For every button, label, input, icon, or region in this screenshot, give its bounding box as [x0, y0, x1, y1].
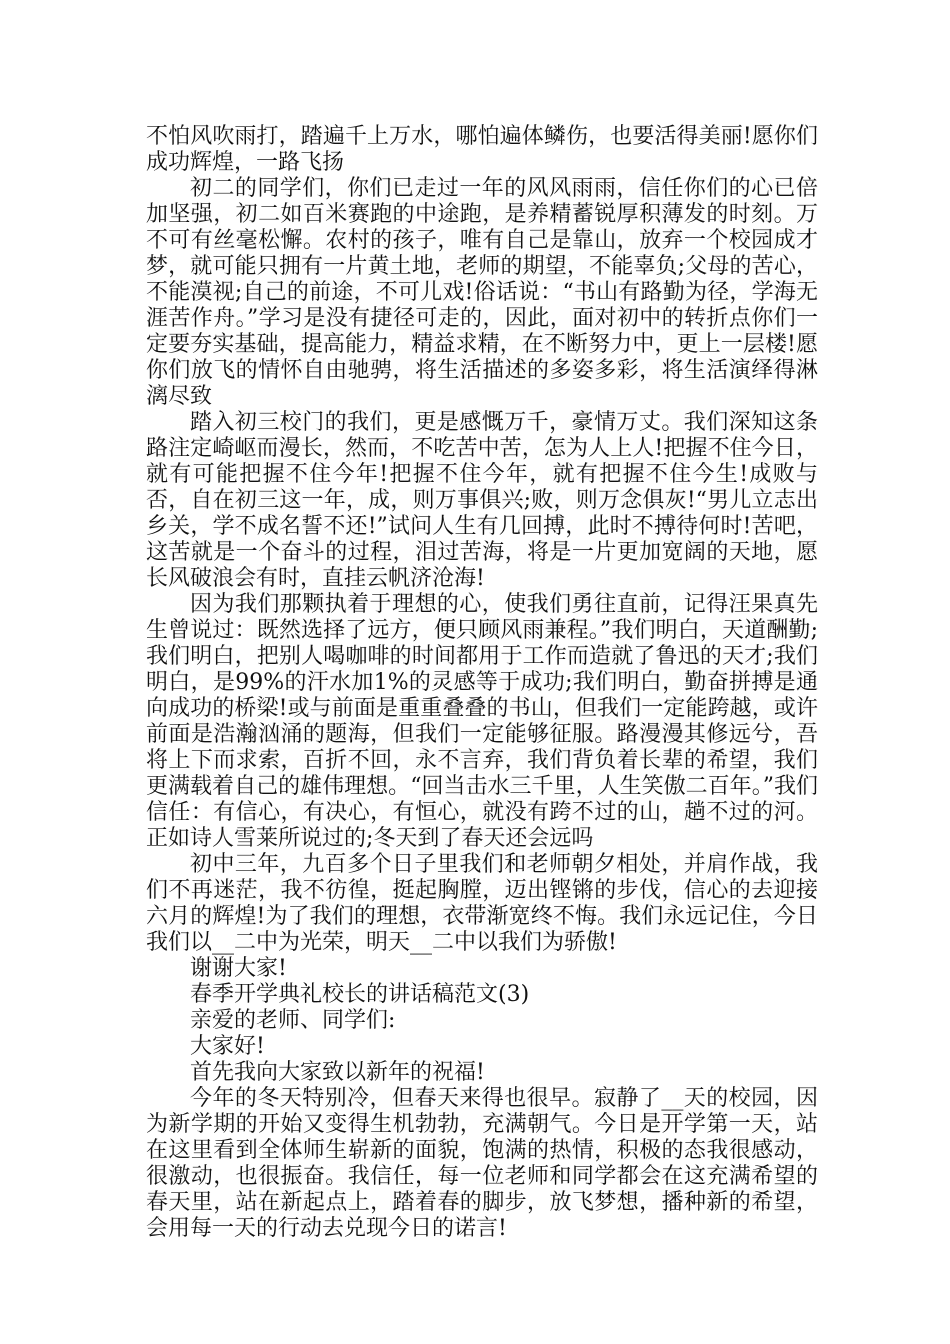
- paragraph-3: 踏入初三校门的我们，更是感慨万千，豪情万丈。我们深知这条路注定崎岖而漫长，然而，不吃苦中苦，怎为人上人!把握不住今日，就有可能把握不住今年!把握不住今年，就有把握不住今生!成败与否，自在初三这一年，成，则万事俱兴;败，则万念俱灰!“男儿立志出乡关，学不成名誓不还!”试问人生有几回搏，此时不搏待何时!苦吧，这苦就是一个奋斗的过程，泪过苦海，将是一片更加宽阔的天地，愿长风破浪会有时，直挂云帆济沧海!: [146, 410, 818, 591]
- section-title: 春季开学典礼校长的讲话稿范文(3): [190, 982, 530, 1007]
- new-year-wish: 首先我向大家致以新年的祝福!: [190, 1060, 485, 1085]
- paragraph-5: 初中三年，九百多个日子里我们和老师朝夕相处，并肩作战，我们不再迷茫，我不彷徨，挺起胸膛，迈出铿锵的步伐，信心的去迎接六月的辉煌!为了我们的理想，衣带渐宽终不悔。我们永远记住，今日我们以__二中为光荣，明天__二中以我们为骄傲!: [146, 852, 818, 955]
- final-paragraph: 今年的冬天特别冷，但春天来得也很早。寂静了__天的校园，因为新学期的开始又变得生机勃勃，充满朝气。今日是开学第一天，站在这里看到全体师生崭新的面貌，饱满的热情，积极的态我很感动，很激动，也很振奋。我信任，每一位老师和同学都会在这充满希望的春天里，站在新起点上，踏着春的脚步，放飞梦想，播种新的希望，会用每一天的行动去兑现今日的诺言!: [146, 1086, 818, 1241]
- thanks-line: 谢谢大家!: [190, 956, 287, 981]
- salutation: 亲爱的老师、同学们:: [190, 1008, 396, 1033]
- paragraph-4: 因为我们那颗执着于理想的心，使我们勇往直前，记得汪果真先生曾说过：既然选择了远方，便只顾风雨兼程。”我们明白，天道酬勤;我们明白，把别人喝咖啡的时间都用于工作而造就了鲁迅的天才;我们明白，是99%的汗水加1%的灵感等于成功;我们明白，勤奋拼搏是通向成功的桥梁!或与前面是重重叠叠的书山，但我们一定能跨越，或许前面是浩瀚汹涌的题海，但我们一定能够征服。路漫漫其修远兮，吾将上下而求索，百折不回，永不言弃，我们背负着长辈的希望，我们更满载着自己的雄伟理想。“回当击水三千里，人生笑傲二百年。”我们信任：有信心，有决心，有恒心，就没有跨不过的山，趟不过的河。正如诗人雪莱所说过的;冬天到了春天还会远吗: [146, 592, 818, 851]
- paragraph-1: 不怕风吹雨打，踏遍千上万水，哪怕遍体鳞伤，也要活得美丽!愿你们成功辉煌，一路飞扬: [146, 124, 818, 175]
- document-page: [146, 124, 818, 1242]
- greeting: 大家好!: [190, 1034, 265, 1059]
- paragraph-2: 初二的同学们，你们已走过一年的风风雨雨，信任你们的心已倍加坚强，初二如百米赛跑的中途跑，是养精蓄锐厚积薄发的时刻。万不可有丝毫松懈。农村的孩子，唯有自己是靠山，放弃一个校园成才梦，就可能只拥有一片黄土地，老师的期望，不能辜负;父母的苦心，不能漠视;自己的前途，不可儿戏!俗话说：“书山有路勤为径，学海无涯苦作舟。”学习是没有捷径可走的，因此，面对初中的转折点你们一定要夯实基础，提高能力，精益求精，在不断努力中，更上一层楼!愿你们放飞的情怀自由驰骋，将生活描述的多姿多彩，将生活演绎得淋漓尽致: [146, 176, 818, 409]
